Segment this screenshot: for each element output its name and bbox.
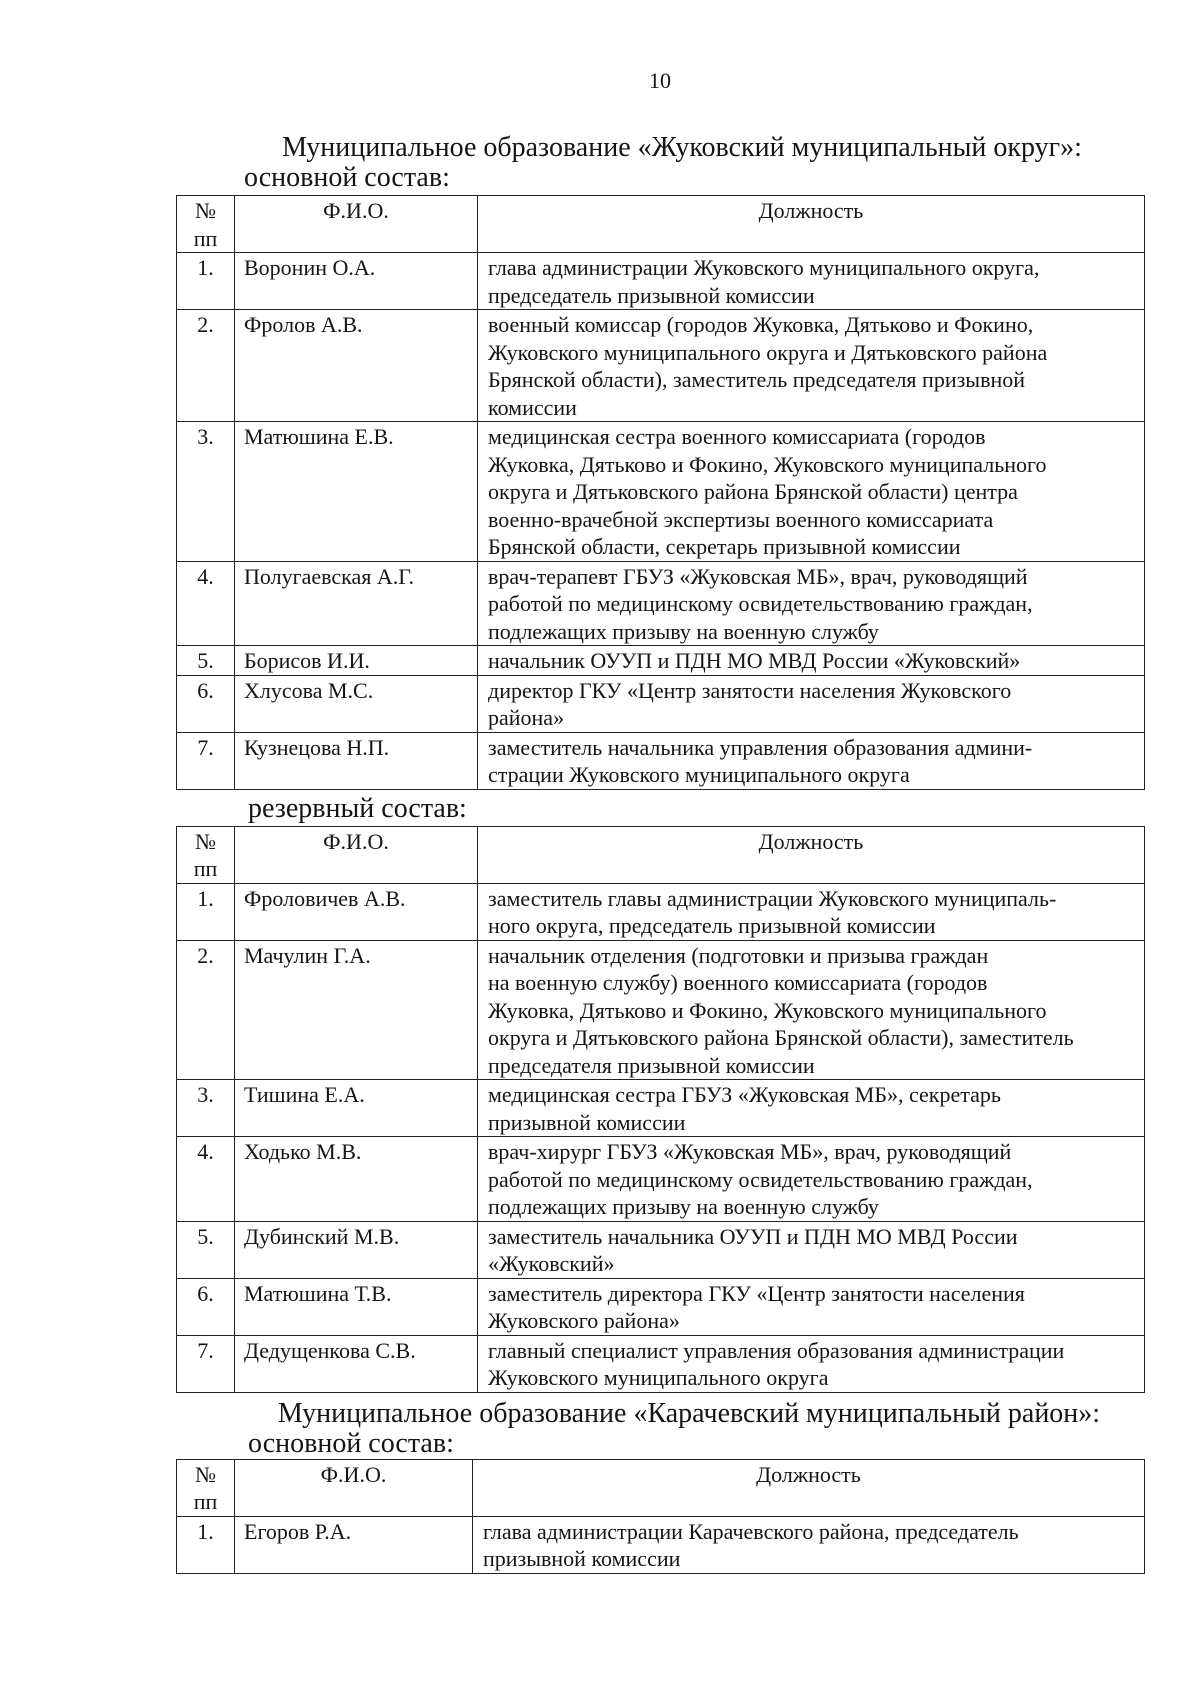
main-composition-table bbox=[176, 1459, 1145, 1574]
row-number: 6. bbox=[177, 675, 235, 732]
row-name: Фролов А.В. bbox=[235, 310, 478, 422]
row-number: 2. bbox=[177, 310, 235, 422]
row-position: заместитель директора ГКУ «Центр занятости населения Жуковского района» bbox=[478, 1278, 1145, 1335]
row-name: Хлусова М.С. bbox=[235, 675, 478, 732]
row-number: 3. bbox=[177, 422, 235, 562]
column-header-position: Должность bbox=[478, 196, 1145, 253]
row-position: заместитель начальника управления образования админи- страции Жуковского муниципального округа bbox=[478, 732, 1145, 789]
table-row bbox=[177, 1137, 1145, 1222]
row-number: 1. bbox=[177, 253, 235, 310]
row-position: директор ГКУ «Центр занятости населения Жуковского района» bbox=[478, 675, 1145, 732]
table-row bbox=[177, 1080, 1145, 1137]
subsection-label: резервный состав: bbox=[248, 792, 467, 824]
row-name: Дубинский М.В. bbox=[235, 1221, 478, 1278]
row-position: врач-терапевт ГБУЗ «Жуковская МБ», врач, руководящий работой по медицинскому освидетельствованию граждан, подлежащих призыву на военную службу bbox=[478, 561, 1145, 646]
table-row bbox=[177, 310, 1145, 422]
row-number: 1. bbox=[177, 883, 235, 940]
row-position: главный специалист управления образования администрации Жуковского муниципального округа bbox=[478, 1335, 1145, 1392]
table-row bbox=[177, 561, 1145, 646]
table-row bbox=[177, 1278, 1145, 1335]
reserve-composition-table bbox=[176, 826, 1145, 1393]
section-title: Муниципальное образование «Карачевский муниципальный район»: bbox=[277, 1397, 1101, 1429]
table-row bbox=[177, 675, 1145, 732]
column-header-name: Ф.И.О. bbox=[235, 196, 478, 253]
row-number: 5. bbox=[177, 646, 235, 676]
row-name: Дедущенкова С.В. bbox=[235, 1335, 478, 1392]
subsection-label: основной состав: bbox=[248, 1427, 454, 1459]
row-position: заместитель главы администрации Жуковского муниципаль- ного округа, председатель призывной комиссии bbox=[478, 883, 1145, 940]
row-position: военный комиссар (городов Жуковка, Дятьково и Фокино, Жуковского муниципального округа и Дятьковского района Брянской области), заместитель председателя призывной комиссии bbox=[478, 310, 1145, 422]
table-row bbox=[177, 732, 1145, 789]
page-number: 10 bbox=[649, 68, 671, 93]
row-number: 3. bbox=[177, 1080, 235, 1137]
row-number: 1. bbox=[177, 1516, 235, 1573]
row-name: Полугаевская А.Г. bbox=[235, 561, 478, 646]
row-position: медицинская сестра ГБУЗ «Жуковская МБ», секретарь призывной комиссии bbox=[478, 1080, 1145, 1137]
row-number: 5. bbox=[177, 1221, 235, 1278]
row-position: глава администрации Жуковского муниципального округа, председатель призывной комиссии bbox=[478, 253, 1145, 310]
row-number: 4. bbox=[177, 561, 235, 646]
table-row bbox=[177, 883, 1145, 940]
column-header-name: Ф.И.О. bbox=[235, 1459, 473, 1516]
row-number: 2. bbox=[177, 940, 235, 1080]
table-row bbox=[177, 646, 1145, 676]
subsection-label: основной состав: bbox=[244, 162, 450, 193]
row-name: Егоров Р.А. bbox=[235, 1516, 473, 1573]
table-header-row bbox=[177, 196, 1145, 253]
row-position: медицинская сестра военного комиссариата (городов Жуковка, Дятьково и Фокино, Жуковского муниципального округа и Дятьковского района Брянской области) центра военно-врачебной экспертизы военного комиссариата Брянской области, секретарь призывной комиссии bbox=[478, 422, 1145, 562]
row-name: Матюшина Т.В. bbox=[235, 1278, 478, 1335]
column-header-position: Должность bbox=[473, 1459, 1145, 1516]
row-name: Ходько М.В. bbox=[235, 1137, 478, 1222]
column-header-name: Ф.И.О. bbox=[235, 826, 478, 883]
table-row bbox=[177, 1335, 1145, 1392]
row-name: Фроловичев А.В. bbox=[235, 883, 478, 940]
document-page bbox=[176, 66, 1144, 1574]
column-header-number: № пп bbox=[177, 196, 235, 253]
row-number: 4. bbox=[177, 1137, 235, 1222]
row-position: врач-хирург ГБУЗ «Жуковская МБ», врач, руководящий работой по медицинскому освидетельствованию граждан, подлежащих призыву на военную службу bbox=[478, 1137, 1145, 1222]
row-name: Воронин О.А. bbox=[235, 253, 478, 310]
row-position: заместитель начальника ОУУП и ПДН МО МВД России «Жуковский» bbox=[478, 1221, 1145, 1278]
row-name: Кузнецова Н.П. bbox=[235, 732, 478, 789]
table-header-row bbox=[177, 1459, 1145, 1516]
table-row bbox=[177, 422, 1145, 562]
row-number: 7. bbox=[177, 1335, 235, 1392]
table-row bbox=[177, 940, 1145, 1080]
section-title: Муниципальное образование «Жуковский муниципальный округ»: bbox=[282, 132, 1082, 163]
row-position: глава администрации Карачевского района, председатель призывной комиссии bbox=[473, 1516, 1145, 1573]
column-header-number: № пп bbox=[177, 826, 235, 883]
table-row bbox=[177, 1221, 1145, 1278]
row-position: начальник отделения (подготовки и призыва граждан на военную службу) военного комиссариата (городов Жуковка, Дятьково и Фокино, Жуковского муниципального округа и Дятьковского района Брянской области), заместитель председателя призывной комиссии bbox=[478, 940, 1145, 1080]
main-composition-table bbox=[176, 195, 1145, 790]
table-header-row bbox=[177, 826, 1145, 883]
row-name: Мачулин Г.А. bbox=[235, 940, 478, 1080]
column-header-position: Должность bbox=[478, 826, 1145, 883]
table-row bbox=[177, 1516, 1145, 1573]
row-number: 7. bbox=[177, 732, 235, 789]
row-number: 6. bbox=[177, 1278, 235, 1335]
row-name: Борисов И.И. bbox=[235, 646, 478, 676]
row-position: начальник ОУУП и ПДН МО МВД России «Жуковский» bbox=[478, 646, 1145, 676]
row-name: Тишина Е.А. bbox=[235, 1080, 478, 1137]
row-name: Матюшина Е.В. bbox=[235, 422, 478, 562]
table-row bbox=[177, 253, 1145, 310]
column-header-number: № пп bbox=[177, 1459, 235, 1516]
